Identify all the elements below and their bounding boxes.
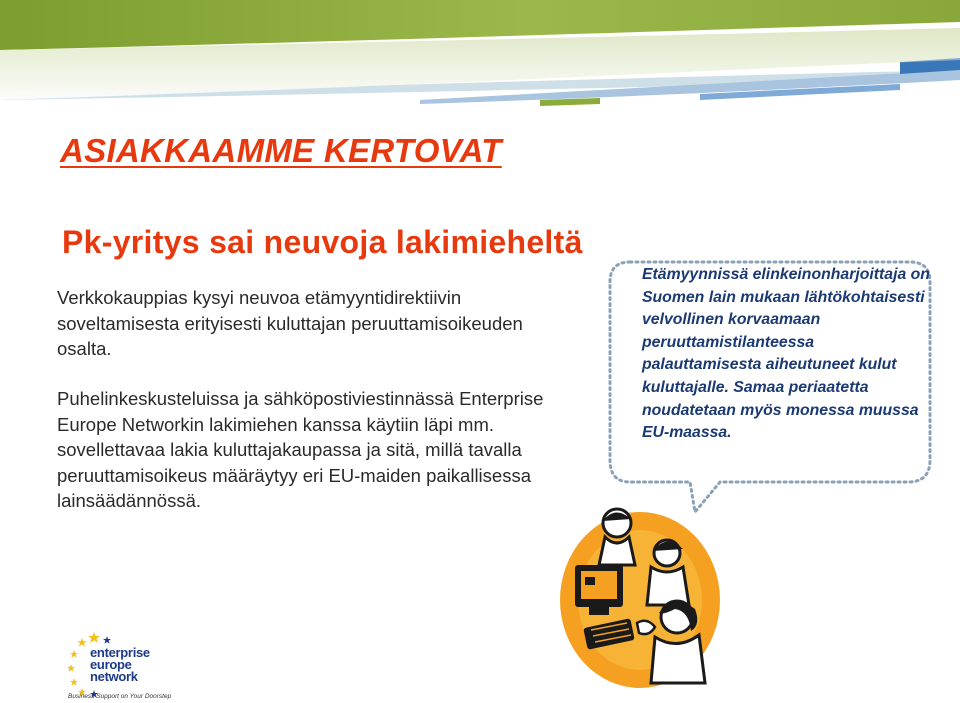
slide-title: ASIAKKAAMME KERTOVAT xyxy=(60,132,502,169)
logo-line-2: europe xyxy=(90,657,132,672)
paragraph-1: Verkkokauppias kysyi neuvoa etämyyntidirektiivin soveltamisesta erityisesti kuluttajan peruuttamisoikeuden osalta. xyxy=(57,287,523,359)
logo-wordmark xyxy=(90,647,150,683)
logo-tagline: Business Support on Your Doorstep xyxy=(68,693,172,700)
top-banner xyxy=(0,0,960,120)
logo-line-3: network xyxy=(90,669,138,684)
people-at-computer-illustration xyxy=(555,505,720,695)
paragraph-2: Puhelinkeskusteluissa ja sähköpostiviestinnässä Enterprise Europe Networkin lakimiehen kanssa käytiin läpi mm. sovellettavaa lakia kuluttajakaupassa ja sitä, millä tavalla peruuttamisoikeus määräytyy eri EU-maiden paikallisessa lainsäädännössä. xyxy=(57,388,544,511)
logo-line-1: enterprise xyxy=(90,645,150,660)
slide-subtitle: Pk-yritys sai neuvoja lakimieheltä xyxy=(62,224,583,260)
speech-bubble-text: Etämyynnissä elinkeinonharjoittaja on Suomen lain mukaan lähtökohtaisesti velvollinen korvaamaan peruuttamistilanteessa palauttamisesta aiheutuneet kulut kuluttajalle. Samaa periaatetta noudatetaan myös monessa muussa EU-maassa. xyxy=(642,266,930,442)
